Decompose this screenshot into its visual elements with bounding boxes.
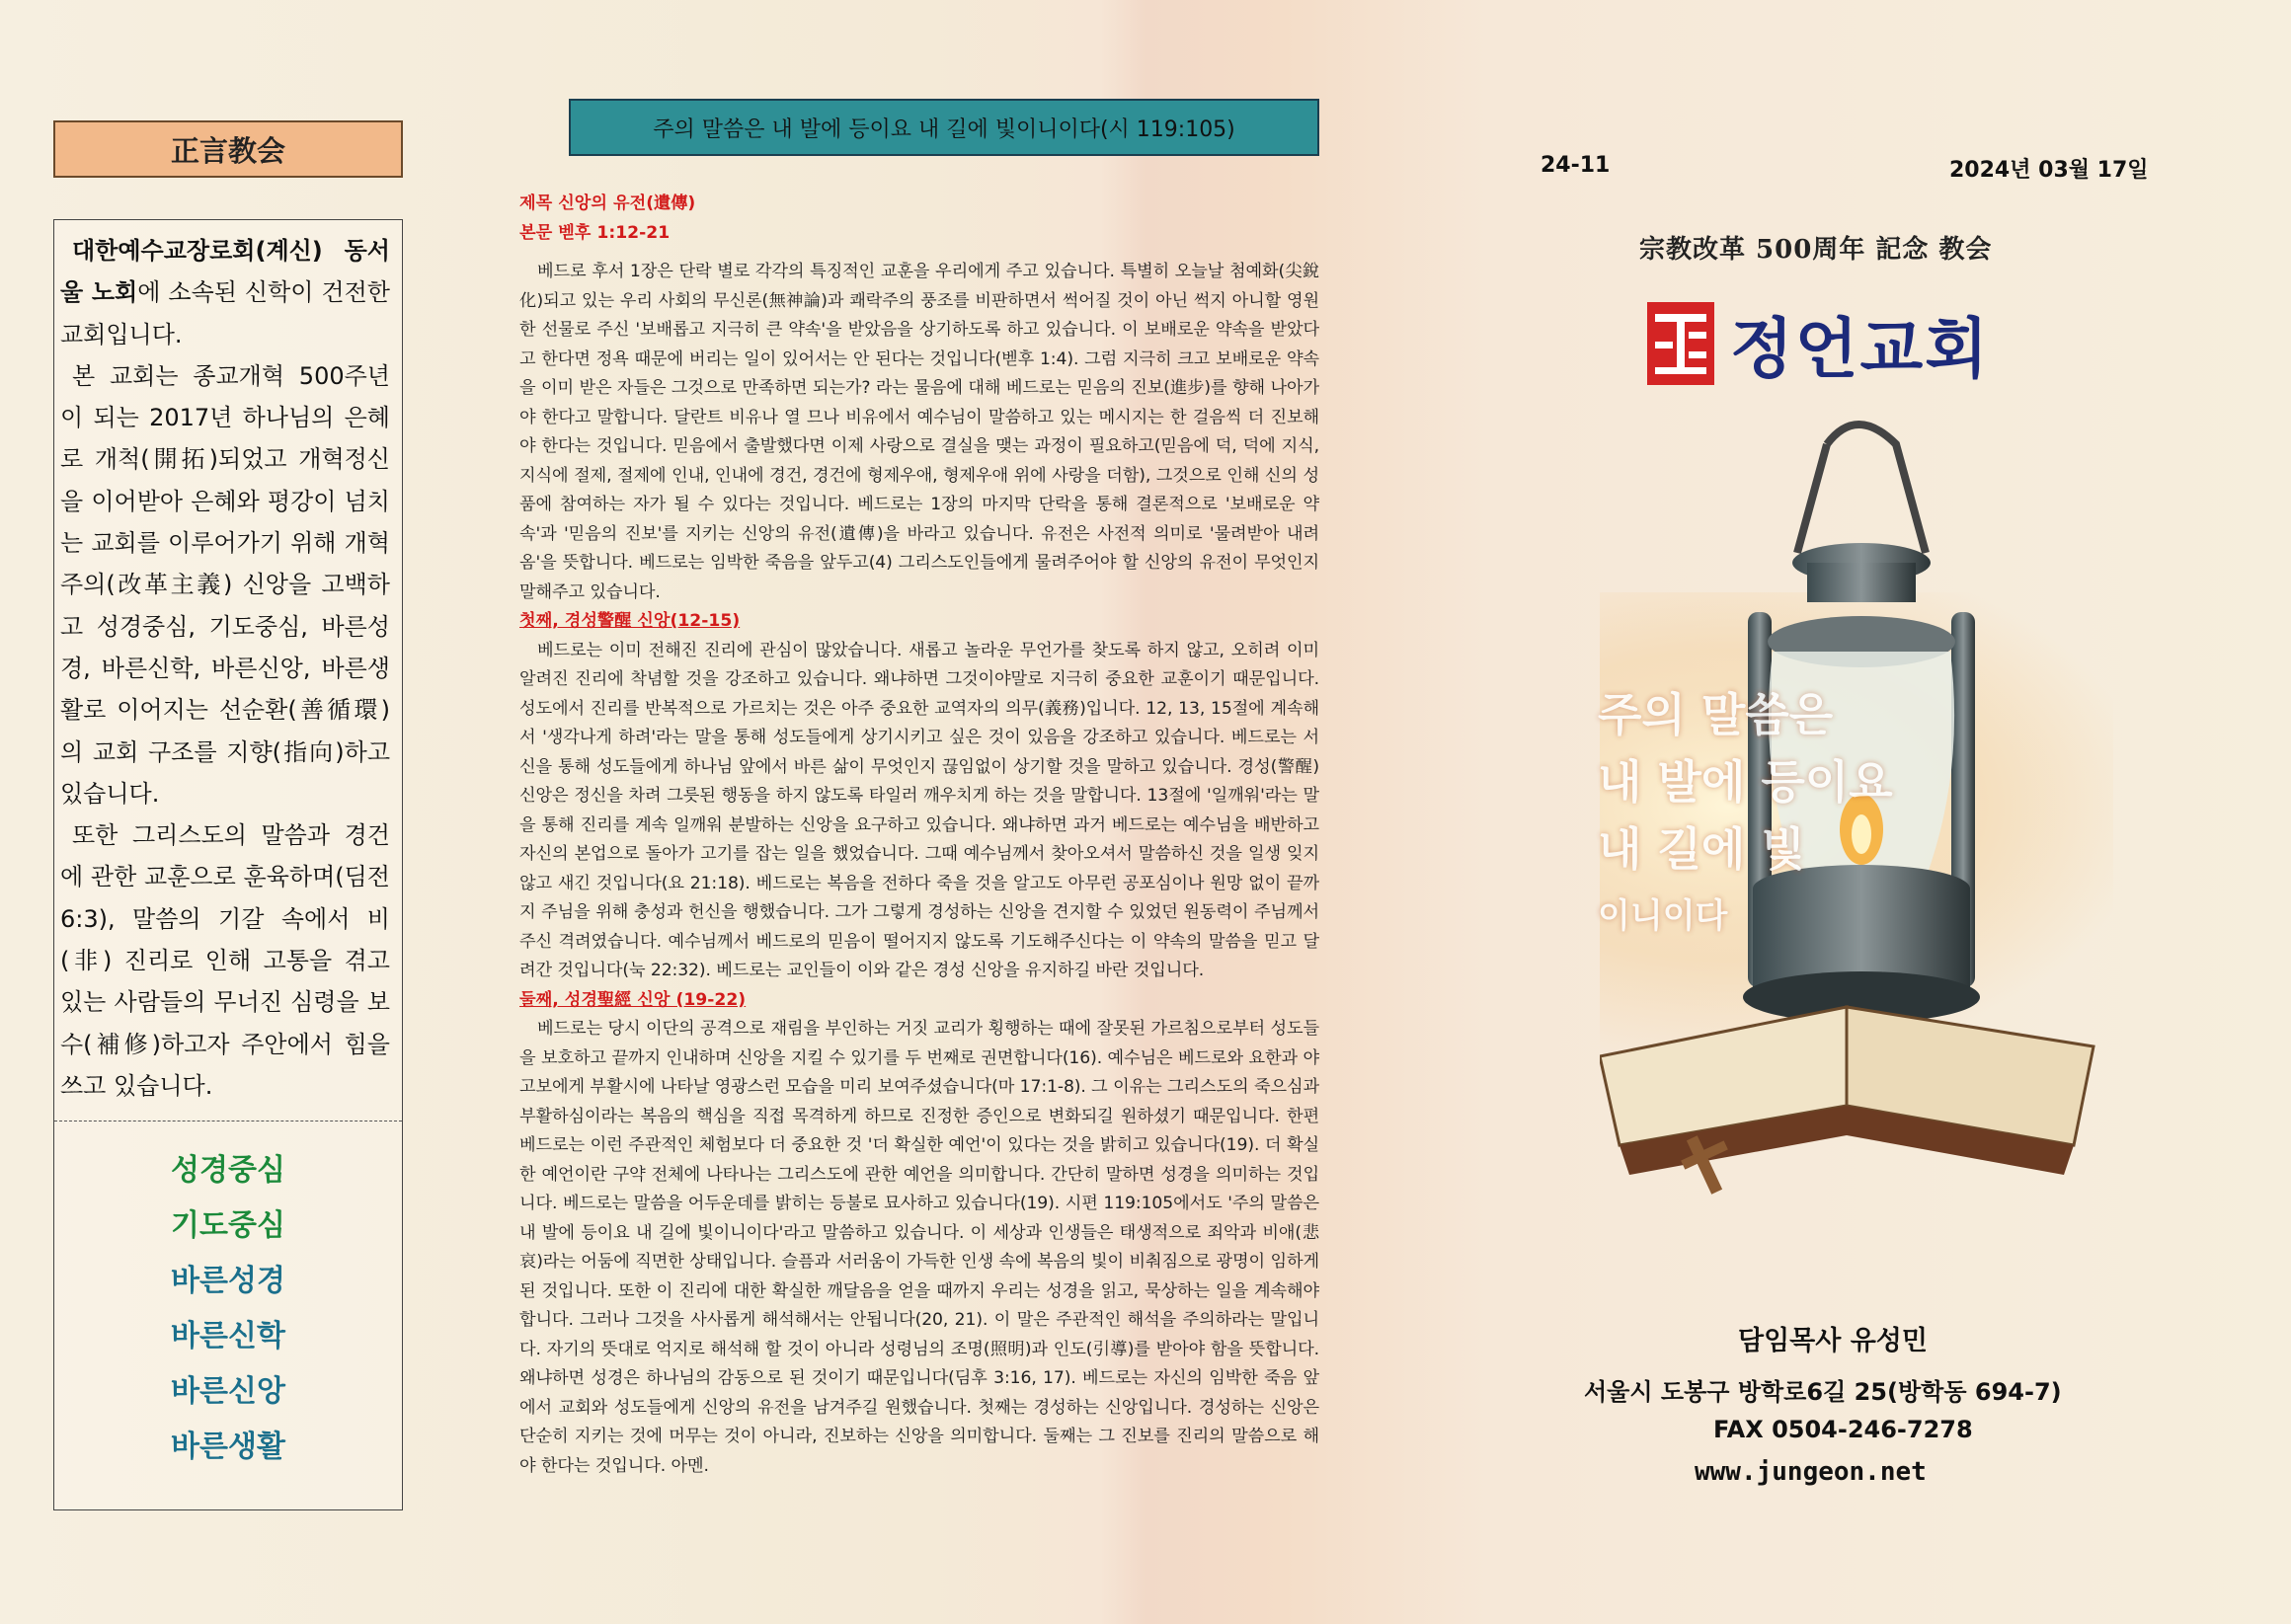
overlay-line: 주의 말씀은 — [1598, 688, 1834, 741]
sermon-paragraph-1: 베드로 후서 1장은 단락 별로 각각의 특징적인 교훈을 우리에게 주고 있습니다. 특별히 오늘날 첨예화(尖銳化)되고 있는 우리 사회의 무신론(無神論)과 쾌락주의 풍조를 비판하면서 썩어질 것이 아닌 썩지 아니할 영원한 선물로 주신 '보배롭고 지극히 큰 약속'을 받았음을 상기하도록 하고 있습니다. 이 보배로운 약속을 받았다고 한다면 정욕 때문에 버리는 일이 있어서는 안 된다는 것입니다(벧후 1:4). 그럼 지극히 크고 보배로운 약속을 이미 받은 자들은 그것으로 만족하면 되는가? 라는 물음에 대해 베드로는 믿음의 진보(進步)를 향해 나아가야 한다고 말합니다. 달란트 비유나 열 므나 비유에서 예수님이 말씀하고 있는 메시지는 한 걸음씩 더 진보해야 한다는 것입니다. 믿음에서 출발했다면 이제 사랑으로 결실을 맺는 과정이 필요하고(믿음에 덕, 덕에 지식, 지식에 절제, 절제에 인내, 인내에 경건, 경건에 형제우애, 형제우애 위에 사랑을 더함), 그것으로 인해 신의 성품에 참여하는 자가 될 수 있다는 것입니다. 베드로는 1장의 마지막 단락을 통해 결론적으로 '보배로운 약속'과 '믿음의 진보'를 지키는 신앙의 유전(遺傳)을 바라고 있습니다. 유전은 사전적 의미로 '물려받아 내려옴'을 뜻합니다. 베드로는 임박한 죽음을 앞두고(4) 그리스도인들에게 물려주어야 할 신앙의 유전이 무엇인지 말해주고 있습니다. — [519, 262, 1319, 602]
pillar-item: 바른성경 — [171, 1264, 285, 1298]
cover-overlay-verse — [1598, 681, 1894, 950]
pillar-item: 성경중심 — [171, 1153, 285, 1188]
pastor-name: 담임목사 유성민 — [1738, 1326, 1928, 1356]
intro-paragraph-2: 본 교회는 종교개혁 500주년이 되는 2017년 하나님의 은혜로 개척(開拓)되었고 개혁정신을 이어받아 은혜와 평강이 넘치는 교회를 이루어가기 위해 개혁주의(改革主義) 신앙을 고백하고 성경중심, 기도중심, 바른성경, 바른신학, 바른신앙, 바른생활로 이어지는 선순환(善循環)의 교회 구조를 지향(指向)하고 있습니다. — [60, 361, 390, 808]
overlay-line: 내 발에 등이요 — [1598, 755, 1893, 809]
pillar-item: 바른신학 — [171, 1319, 285, 1353]
church-logo — [1647, 296, 1990, 390]
overlay-line: 이니이다 — [1598, 896, 1728, 936]
church-name: 정언교회 — [1730, 311, 1991, 387]
church-address: 서울시 도봉구 방학로6길 25(방학동 694-7) — [1584, 1378, 2062, 1406]
church-intro-box — [53, 219, 403, 1510]
church-pillars — [54, 1143, 402, 1475]
section-heading-1: 첫째, 경성警醒 신앙(12-15) — [519, 611, 741, 631]
overlay-line: 내 길에 빛 — [1598, 822, 1805, 876]
sermon-title: 제목 신앙의 유전(遺傳) — [519, 193, 696, 213]
church-logo-icon — [1647, 302, 1714, 385]
sermon-panel — [454, 0, 1343, 1624]
section-heading-2: 둘째, 성경聖經 신앙 (19-22) — [519, 989, 747, 1010]
issue-number: 24-11 — [1540, 153, 1611, 178]
sermon-paragraph-2: 베드로는 이미 전해진 진리에 관심이 많았습니다. 새롭고 놀라운 무언가를 찾도록 하지 않고, 오히려 이미 알려진 진리에 착념할 것을 강조하고 있습니다. 왜냐하면 그것이야말로 지극히 중요한 교훈이기 때문입니다. 성도에서 진리를 반복적으로 가르치는 것은 아주 중요한 교역자의 의무(義務)입니다. 12, 13, 15절에 계속해서 '생각나게 하려'라는 말을 통해 성도들에게 상기시키고 싶은 것이 있음을 강조하고 있습니다. 베드로는 서신을 통해 성도들에게 하나님 앞에서 바른 삶이 무엇인지 끊임없이 상기할 것을 말하고 있습니다. 경성(警醒) 신앙은 정신을 차려 그릇된 행동을 하지 않도록 타일러 깨우치게 하는 것을 말합니다. 13절에 '일깨워'라는 말을 통해 진리를 계속 일깨워 분발하는 신앙을 요구하고 있습니다. 왜냐하면 과거 베드로는 예수님을 배반하고 자신의 본업으로 돌아가 고기를 잡는 일을 했었습니다. 그때 예수님께서 찾아오셔서 말씀하신 것을 일생 잊지 않고 새긴 것입니다(요 21:18). 베드로는 복음을 전하다 죽을 것을 알고도 아무런 공포심이나 원망 없이 끝까지 주님을 위해 충성과 헌신을 행했습니다. 그가 그렇게 경성하는 신앙을 견지할 수 있었던 원동력이 주님께서 주신 격려였습니다. 예수님께서 베드로의 믿음이 떨어지지 않도록 기도해주신다는 이 약속의 말씀을 믿고 달려간 것입니다(눅 22:32). 베드로는 교인들이 이와 같은 경성 신앙을 유지하길 바란 것입니다. — [519, 640, 1319, 980]
sermon-text-ref: 본문 벧후 1:12-21 — [519, 222, 671, 243]
left-panel — [0, 0, 454, 1624]
sermon-body — [519, 190, 1319, 1481]
intro-p1-rest: 에 소속된 신학이 건전한 교회입니다. — [60, 278, 390, 348]
pillar-item: 기도중심 — [171, 1208, 285, 1243]
pillar-item: 바른신앙 — [171, 1374, 285, 1409]
verse-banner: 주의 말씀은 내 발에 등이요 내 길에 빛이니이다(시 119:105) — [569, 99, 1319, 156]
fax-number: FAX 0504-246-7278 — [1713, 1416, 1973, 1443]
website-link[interactable]: www.jungeon.net — [1695, 1457, 1927, 1487]
sermon-paragraph-3: 베드로는 당시 이단의 공격으로 재림을 부인하는 거짓 교리가 횡행하는 때에 잘못된 가르침으로부터 성도들을 보호하고 끝까지 인내하며 신앙을 지킬 수 있기를 두 번째로 권면합니다(16). 예수님은 베드로와 요한과 야고보에게 부활시에 나타날 영광스런 모습을 미리 보여주셨습니다(마 17:1-8). 그 이유는 그리스도의 죽으심과 부활하심이라는 복음의 핵심을 직접 목격하게 하므로 진정한 증인으로 변화되길 원하셨기 때문입니다. 한편 베드로는 이런 주관적인 체험보다 더 중요한 것 '더 확실한 예언'이 있다는 것을 밝히고 있습니다(19). 더 확실한 예언이란 구약 전체에 나타나는 그리스도에 관한 예언을 의미합니다. 간단히 말하면 성경을 의미하는 것입니다. 베드로는 말씀을 어두운데를 밝히는 등불로 묘사하고 있습니다(19). 시편 119:105에서도 '주의 말씀은 내 발에 등이요 내 길에 빛이니이다'라고 말씀하고 있습니다. 이 세상과 인생들은 태생적으로 죄악과 비애(悲哀)라는 어둠에 직면한 상태입니다. 슬픔과 서러움이 가득한 인생 속에 복음의 빛이 비춰짐으로 광명이 임하게 된 것입니다. 또한 이 진리에 대한 확실한 깨달음을 얻을 때까지 우리는 성경을 읽고, 묵상하는 일을 계속해야 합니다. 그러나 그것을 사사롭게 해석해서는 안됩니다(20, 21). 이 말은 주관적인 해석을 주의하라는 말입니다. 자기의 뜻대로 억지로 해석해 할 것이 아니라 성령님의 조명(照明)과 인도(引導)를 받아야 함을 뜻합니다. 왜냐하면 성경은 하나님의 감동으로 된 것이기 때문입니다(딤후 3:16, 17). 베드로는 자신의 임박한 죽음 앞에서 교회와 성도들에게 신앙의 유전을 남겨주길 원했습니다. 첫째는 경성하는 신앙입니다. 경성하는 신앙은 단순히 지키는 것에 머무는 것이 아니라, 진보하는 신앙을 의미합니다. 둘째는 그 진보를 진리의 말씀으로 해야 한다는 것입니다. 아멘. — [519, 1019, 1319, 1476]
cover-panel — [1343, 0, 2291, 1624]
cover-subtitle: 宗教改革 500周年 記念 教会 — [1639, 235, 1993, 265]
intro-affiliation: 대한예수교장로회(계신) 동서울 노회 — [60, 237, 390, 307]
church-intro-text — [56, 230, 394, 1107]
bulletin-date: 2024년 03월 17일 — [1949, 158, 2149, 183]
church-hanja-title: 正言教会 — [53, 120, 403, 178]
intro-paragraph-3: 또한 그리스도의 말씀과 경건에 관한 교훈으로 훈육하며(딤전 6:3), 말씀의 기갈 속에서 비(非) 진리로 인해 고통을 겪고 있는 사람들의 무너진 심령을 보수(補修)하고자 주안에서 힘을 쓰고 있습니다. — [60, 821, 390, 1100]
pillar-item: 바른생활 — [171, 1430, 285, 1464]
